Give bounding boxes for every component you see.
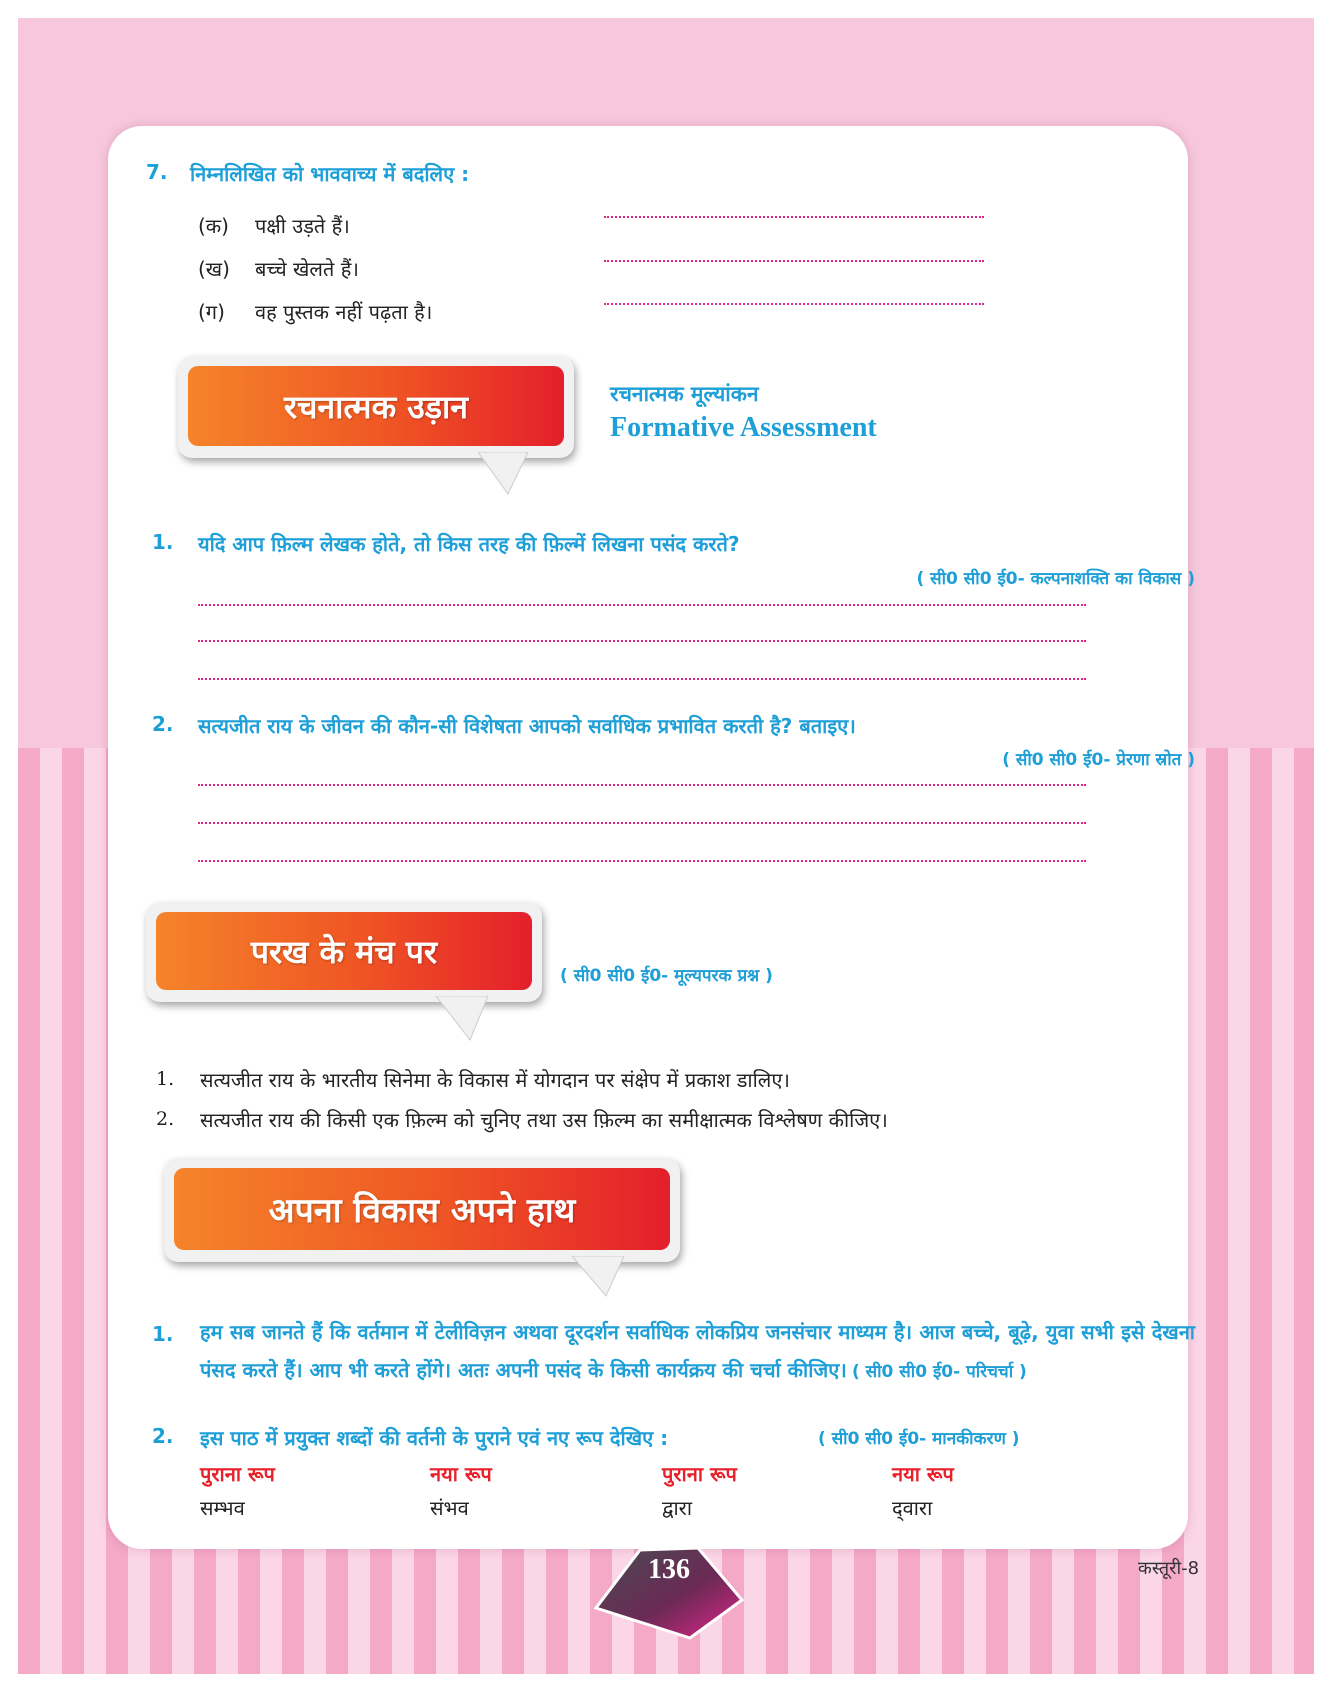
question-number: 1. [152,530,174,554]
q7-number: 7. [146,160,168,184]
section-banner-rachnatmak-udaan [178,356,580,496]
question-text: हम सब जानते हैं कि वर्तमान में टेलीविज़न अथवा दूरदर्शन सर्वाधिक लोकप्रिय जनसंचार माध्यम है। आज बच्चे, बूढ़े, युवा सभी इसे देखना पंसद करते हैं। आप भी करते होंगे। अतः अपनी पसंद के किसी कार्यक्रय की चर्चा कीजिए। [200,1320,1195,1382]
table-header-old-form: पुराना रूप [200,1462,275,1486]
table-header-old-form: पुराना रूप [662,1462,737,1486]
question-text: इस पाठ में प्रयुक्त शब्दों की वर्तनी के पुराने एवं नए रूप देखिए : [200,1426,669,1450]
page-number-badge [594,1544,744,1640]
formative-assessment-hindi: रचनात्मक मूल्यांकन [610,382,759,406]
table-header-new-form: नया रूप [430,1462,492,1486]
cce-reference: ( सी0 सी0 ई0- मानकीकरण ) [818,1429,1020,1449]
answer-line [604,260,984,262]
table-cell: संभव [430,1496,469,1520]
page-number: 136 [648,1554,690,1585]
question-text: सत्यजीत राय के जीवन की कौन-सी विशेषता आपको सर्वाधिक प्रभावित करती है? बताइए। [198,714,856,738]
question-number: 1. [156,1068,175,1090]
speech-tail-icon [478,452,558,496]
q7-item-text: बच्चे खेलते हैं। [255,257,359,281]
table-cell: सम्भव [200,1496,245,1520]
q7-item-label: (ग) [198,300,225,324]
answer-line [604,216,984,218]
q7-item-text: पक्षी उड़ते हैं। [255,214,350,238]
banner-title: अपना विकास अपने हाथ [174,1168,670,1250]
answer-line [198,784,1086,786]
table-header-new-form: नया रूप [892,1462,954,1486]
q7-item-label: (क) [198,214,229,238]
question-text: सत्यजीत राय की किसी एक फ़िल्म को चुनिए तथा उस फ़िल्म का समीक्षात्मक विश्लेषण कीजिए। [200,1108,888,1132]
table-cell: द्‍वारा [892,1496,933,1520]
table-cell: द्वारा [662,1496,693,1520]
cce-reference: ( सी0 सी0 ई0- कल्पनाशक्ति का विकास ) [916,569,1195,589]
question-text: यदि आप फ़िल्म लेखक होते, तो किस तरह की फ़िल्में लिखना पसंद करते? [198,532,740,556]
section-banner-apna-vikas-apne-haath [164,1158,684,1298]
cce-reference: ( सी0 सी0 ई0- मूल्यपरक प्रश्न ) [560,966,773,986]
question-number: 1. [152,1322,174,1346]
question-number: 2. [156,1108,175,1130]
speech-tail-icon [572,1256,652,1298]
question-paragraph [200,1314,1195,1391]
speech-tail-icon [436,996,516,1042]
question-number: 2. [152,712,174,736]
q7-title: निम्नलिखित को भाववाच्य में बदलिए : [190,162,470,186]
answer-line [198,604,1086,606]
book-name: कस्तूरी-8 [1138,1558,1200,1579]
q7-item-label: (ख) [198,257,230,281]
answer-line [198,640,1086,642]
cce-reference: ( सी0 सी0 ई0- प्रेरणा स्रोत ) [1002,750,1195,770]
question-number: 2. [152,1424,174,1448]
banner-title: परख के मंच पर [156,912,532,990]
section-banner-parakh-ke-manch-par [146,902,546,1042]
q7-item-text: वह पुस्तक नहीं पढ़ता है। [255,300,433,324]
question-text: सत्यजीत राय के भारतीय सिनेमा के विकास में योगदान पर संक्षेप में प्रकाश डालिए। [200,1068,790,1092]
banner-title: रचनात्मक उड़ान [188,366,564,446]
answer-line [198,822,1086,824]
answer-line [198,860,1086,862]
cce-reference: ( सी0 सी0 ई0- परिचर्चा ) [851,1362,1027,1382]
formative-assessment-english: Formative Assessment [610,412,877,443]
answer-line [198,678,1086,680]
answer-line [604,303,984,305]
